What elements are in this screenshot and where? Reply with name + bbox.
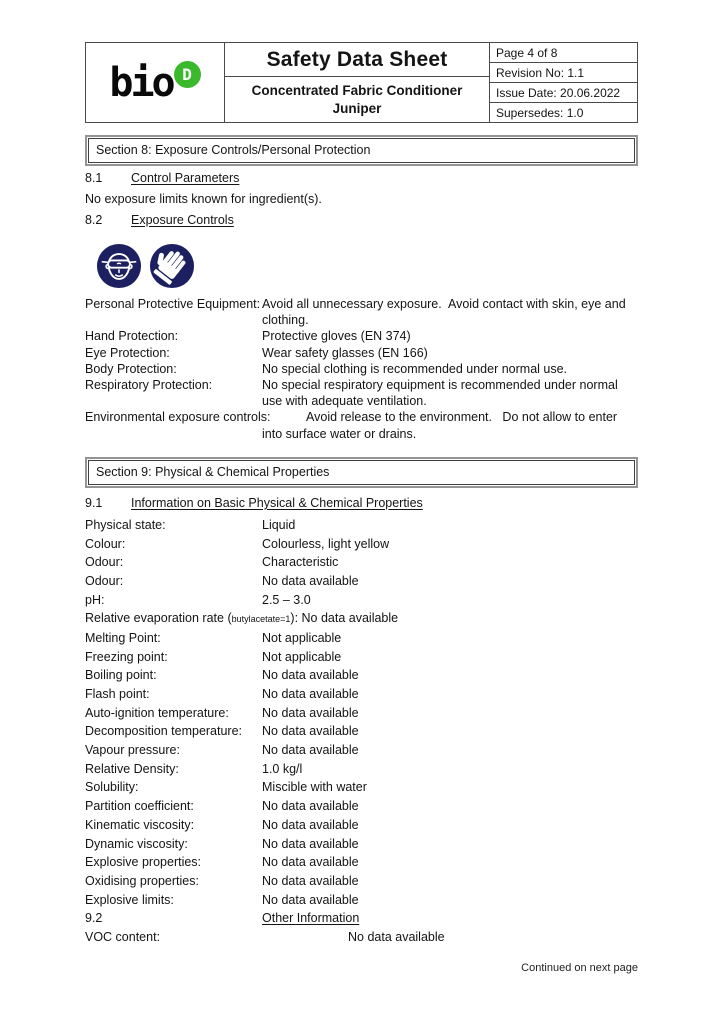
evaporation-suffix: ): No data available bbox=[290, 611, 399, 626]
property-row bbox=[85, 855, 638, 870]
property-row bbox=[85, 518, 638, 533]
property-row bbox=[85, 668, 638, 683]
biod-logo bbox=[109, 59, 200, 106]
subsection-title: Information on Basic Physical & Chemical Properties bbox=[131, 495, 423, 510]
ppe-rows bbox=[85, 296, 638, 442]
property-value: No data available bbox=[262, 873, 359, 888]
property-value: 2.5 – 3.0 bbox=[262, 592, 311, 607]
property-label: Vapour pressure: bbox=[85, 743, 180, 758]
property-value: No data available bbox=[262, 705, 359, 720]
property-row bbox=[85, 893, 638, 908]
subsection-number: 9.2 bbox=[85, 911, 103, 926]
ppe-row bbox=[85, 296, 638, 328]
subsection-number: 9.1 bbox=[85, 495, 103, 510]
property-label: Flash point: bbox=[85, 687, 150, 702]
property-label: Explosive properties: bbox=[85, 855, 202, 870]
property-value: No data available bbox=[262, 687, 359, 702]
property-label: Odour: bbox=[85, 555, 124, 570]
subsection-number: 8.1 bbox=[85, 171, 103, 185]
logo-text: bio bbox=[109, 59, 173, 106]
property-value: No data available bbox=[262, 724, 359, 739]
revision-info-cell bbox=[490, 43, 637, 122]
ppe-row bbox=[85, 328, 638, 344]
ppe-row bbox=[85, 361, 638, 377]
subsection-9-2 bbox=[85, 911, 638, 926]
continued-note: Continued on next page bbox=[521, 962, 638, 974]
property-value: No data available bbox=[262, 892, 359, 907]
property-row-evaporation-rate bbox=[85, 611, 638, 627]
property-label: Dynamic viscosity: bbox=[85, 836, 188, 851]
property-value: No data available bbox=[262, 855, 359, 870]
property-row bbox=[85, 650, 638, 665]
ppe-icons bbox=[96, 243, 638, 289]
subsection-8-1 bbox=[85, 171, 638, 186]
property-row bbox=[85, 706, 638, 721]
property-row bbox=[85, 780, 638, 795]
subsection-title: Other Information bbox=[262, 911, 360, 926]
property-label: pH: bbox=[85, 592, 105, 607]
ppe-label: Environmental exposure controls: bbox=[85, 410, 271, 425]
property-row bbox=[85, 837, 638, 852]
property-value: Colourless, light yellow bbox=[262, 536, 390, 551]
property-label: Kinematic viscosity: bbox=[85, 817, 195, 832]
ppe-value: No special respiratory equipment is recommended under normal use with adequate ventilation. bbox=[262, 378, 622, 409]
ppe-label: Personal Protective Equipment: bbox=[85, 297, 261, 311]
property-row bbox=[85, 537, 638, 552]
subsection-8-2 bbox=[85, 213, 638, 228]
page-number: Page 4 of 8 bbox=[490, 43, 637, 63]
title-cell bbox=[225, 43, 490, 122]
property-value: No data available bbox=[262, 743, 359, 758]
property-value: No data available bbox=[262, 799, 359, 814]
ppe-row bbox=[85, 377, 638, 409]
property-value: No data available bbox=[262, 817, 359, 832]
property-row bbox=[85, 818, 638, 833]
wear-protective-gloves-icon bbox=[149, 243, 195, 289]
logo-d-badge: D bbox=[174, 61, 201, 88]
property-label: Auto-ignition temperature: bbox=[85, 705, 229, 720]
property-label: Oxidising properties: bbox=[85, 873, 199, 888]
voc-content-row bbox=[85, 930, 638, 945]
issue-date: Issue Date: 20.06.2022 bbox=[490, 83, 637, 103]
ppe-row bbox=[85, 345, 638, 361]
ppe-value: Avoid all unnecessary exposure. Avoid contact with skin, eye and clothing. bbox=[262, 297, 630, 328]
ppe-value: No special clothing is recommended under normal use. bbox=[262, 361, 568, 376]
property-row bbox=[85, 762, 638, 777]
control-parameters-note: No exposure limits known for ingredient(s). bbox=[85, 192, 322, 206]
property-label: Colour: bbox=[85, 536, 126, 551]
property-row bbox=[85, 724, 638, 739]
ppe-label: Hand Protection: bbox=[85, 329, 179, 344]
property-row bbox=[85, 593, 638, 608]
property-label: Freezing point: bbox=[85, 649, 168, 664]
section-9-heading: Section 9: Physical & Chemical Properties bbox=[88, 460, 635, 485]
property-label: Boiling point: bbox=[85, 668, 157, 683]
section-8-heading: Section 8: Exposure Controls/Personal Protection bbox=[88, 138, 635, 163]
subsection-9-1 bbox=[85, 496, 638, 511]
ppe-label: Respiratory Protection: bbox=[85, 378, 213, 393]
product-name-line2: Juniper bbox=[332, 100, 382, 116]
property-label: VOC content: bbox=[85, 929, 161, 944]
property-label: Partition coefficient: bbox=[85, 799, 194, 814]
ppe-value: Avoid release to the environment. Do not allow to enter into surface water or drains. bbox=[262, 410, 621, 441]
property-value: No data available bbox=[348, 929, 445, 944]
property-label: Physical state: bbox=[85, 517, 166, 532]
property-value: Not applicable bbox=[262, 649, 342, 664]
property-row bbox=[85, 743, 638, 758]
ppe-value: Protective gloves (EN 374) bbox=[262, 329, 411, 344]
evaporation-subscript: butylacetate=1 bbox=[231, 614, 291, 625]
ppe-row-environmental bbox=[85, 409, 638, 441]
subsection-title: Control Parameters bbox=[131, 171, 240, 185]
property-value: Not applicable bbox=[262, 630, 342, 645]
subsection-number: 8.2 bbox=[85, 213, 103, 227]
property-value: No data available bbox=[262, 836, 359, 851]
property-row bbox=[85, 631, 638, 646]
property-row bbox=[85, 574, 638, 589]
wear-eye-protection-icon bbox=[96, 243, 142, 289]
product-name-line1: Concentrated Fabric Conditioner bbox=[251, 82, 463, 98]
ppe-value: Wear safety glasses (EN 166) bbox=[262, 345, 428, 360]
property-row bbox=[85, 799, 638, 814]
property-value: No data available bbox=[262, 573, 359, 588]
ppe-label: Eye Protection: bbox=[85, 345, 170, 360]
property-label: Explosive limits: bbox=[85, 892, 174, 907]
property-label: Odour: bbox=[85, 573, 124, 588]
subsection-title: Exposure Controls bbox=[131, 213, 234, 227]
property-value: Miscible with water bbox=[262, 780, 367, 795]
document-header bbox=[85, 42, 638, 123]
page-content bbox=[85, 0, 638, 949]
property-row bbox=[85, 687, 638, 702]
property-row bbox=[85, 555, 638, 570]
property-value: 1.0 kg/l bbox=[262, 761, 303, 776]
physical-properties-list bbox=[85, 518, 638, 945]
revision-number: Revision No: 1.1 bbox=[490, 63, 637, 83]
property-label: Melting Point: bbox=[85, 630, 161, 645]
document-title: Safety Data Sheet bbox=[225, 43, 489, 77]
property-value: Liquid bbox=[262, 517, 296, 532]
supersedes: Supersedes: 1.0 bbox=[496, 105, 584, 120]
product-name bbox=[225, 77, 489, 122]
property-value: Characteristic bbox=[262, 555, 339, 570]
property-value: No data available bbox=[262, 668, 359, 683]
ppe-label: Body Protection: bbox=[85, 361, 177, 376]
logo-cell bbox=[86, 43, 225, 122]
property-label: Solubility: bbox=[85, 780, 139, 795]
property-label: Decomposition temperature: bbox=[85, 724, 243, 739]
property-label: Relative Density: bbox=[85, 761, 179, 776]
evaporation-prefix: Relative evaporation rate ( bbox=[85, 611, 232, 626]
property-row bbox=[85, 874, 638, 889]
